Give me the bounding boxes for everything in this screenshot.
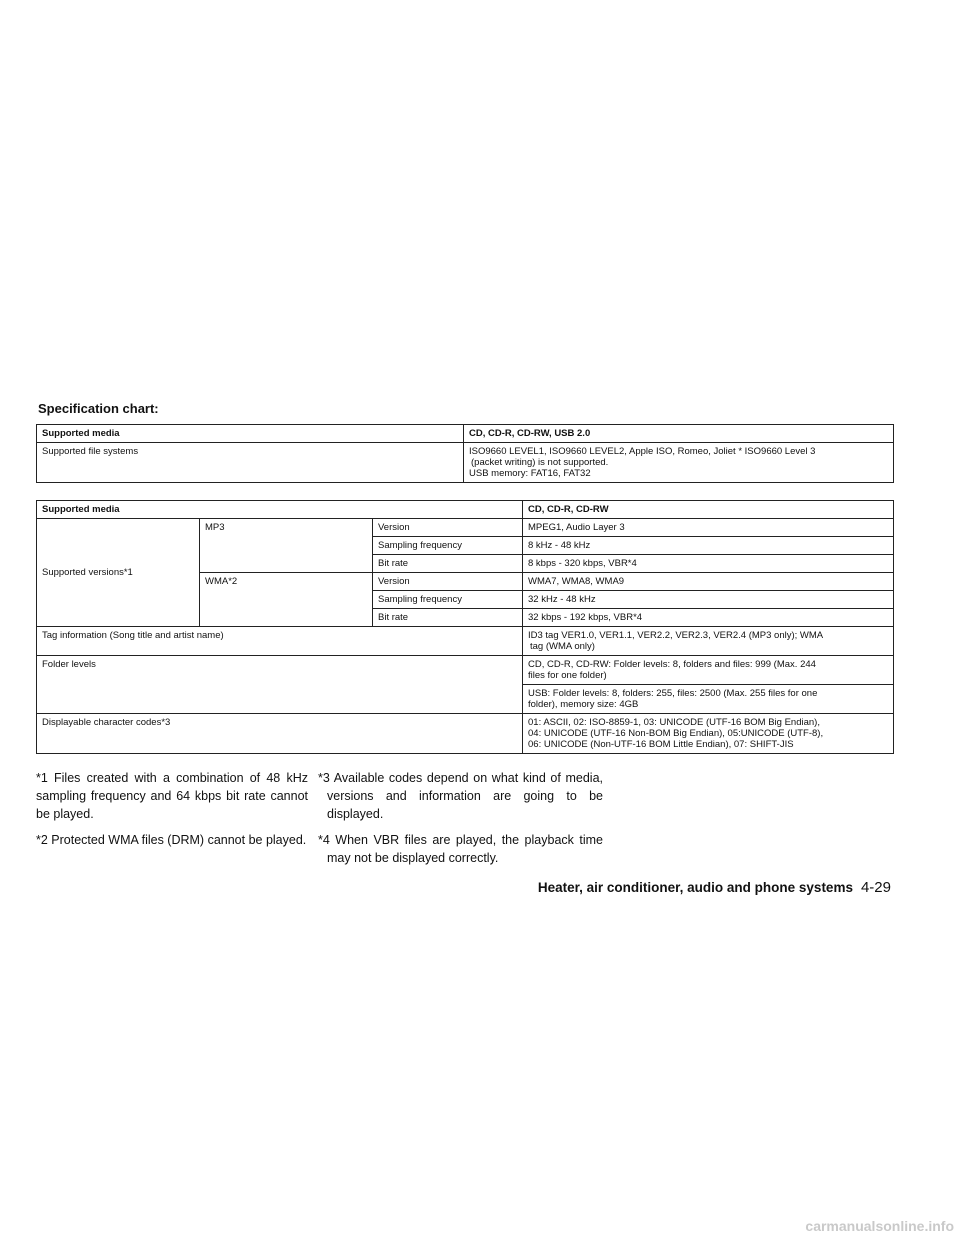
value-line: USB: Folder levels: 8, folders: 255, files: 2500 (Max. 255 files for one bbox=[528, 688, 818, 699]
row-value bbox=[523, 627, 894, 656]
table-row bbox=[37, 519, 894, 537]
row-label: Displayable character codes*3 bbox=[37, 714, 523, 754]
footnotes-left bbox=[36, 769, 308, 857]
value-line: folder), memory size: 4GB bbox=[528, 699, 639, 710]
value-line: ISO9660 LEVEL1, ISO9660 LEVEL2, Apple ISO, Romeo, Joliet * ISO9660 Level 3 bbox=[469, 446, 816, 457]
row-value: WMA7, WMA8, WMA9 bbox=[523, 573, 894, 591]
row-value: 32 kHz - 48 kHz bbox=[523, 591, 894, 609]
table-row bbox=[37, 656, 894, 685]
row-label: Version bbox=[373, 519, 523, 537]
wma-label: WMA*2 bbox=[200, 573, 373, 627]
format-spec-table bbox=[36, 500, 894, 754]
value-line: 04: UNICODE (UTF-16 Non-BOM Big Endian), 05:UNICODE (UTF-8), bbox=[528, 728, 824, 739]
value-line: ID3 tag VER1.0, VER1.1, VER2.2, VER2.3, VER2.4 (MP3 only); WMA bbox=[528, 630, 824, 641]
row-label: Tag information (Song title and artist name) bbox=[37, 627, 523, 656]
table-row bbox=[37, 425, 894, 443]
footnotes-right bbox=[318, 769, 603, 875]
footnote-1: *1 Files created with a combination of 48 kHz sampling frequency and 64 kbps bit rate cannot be played. bbox=[36, 771, 308, 821]
table-row bbox=[37, 501, 894, 519]
row-value bbox=[523, 714, 894, 754]
footnote-4: *4 When VBR files are played, the playback time may not be displayed correctly. bbox=[318, 833, 603, 865]
versions-label: Supported versions*1 bbox=[37, 519, 200, 627]
value-line: USB memory: FAT16, FAT32 bbox=[469, 468, 591, 479]
page-number: 4-29 bbox=[860, 879, 891, 896]
footnote-3: *3 Available codes depend on what kind of media, versions and information are going to be displayed. bbox=[318, 771, 603, 821]
footer-section-title: Heater, air conditioner, audio and phone systems bbox=[537, 880, 853, 895]
table-row bbox=[37, 714, 894, 754]
row-value: 8 kHz - 48 kHz bbox=[523, 537, 894, 555]
row-value bbox=[464, 443, 894, 483]
value-line: CD, CD-R, CD-RW: Folder levels: 8, folders and files: 999 (Max. 244 bbox=[528, 659, 816, 670]
row-label: Sampling frequency bbox=[373, 591, 523, 609]
value-line: (packet writing) is not supported. bbox=[471, 457, 609, 468]
row-label: Bit rate bbox=[373, 555, 523, 573]
value-line: 01: ASCII, 02: ISO-8859-1, 03: UNICODE (UTF-16 BOM Big Endian), bbox=[528, 717, 820, 728]
row-label: Supported file systems bbox=[37, 443, 464, 483]
header-cell: CD, CD-R, CD-RW bbox=[523, 501, 894, 519]
row-value: 8 kbps - 320 kbps, VBR*4 bbox=[523, 555, 894, 573]
footnote-2: *2 Protected WMA files (DRM) cannot be played. bbox=[36, 833, 307, 847]
value-line: tag (WMA only) bbox=[530, 641, 595, 652]
watermark-text: carmanualsonline.info bbox=[805, 1218, 954, 1234]
row-value bbox=[523, 685, 894, 714]
row-value: 32 kbps - 192 kbps, VBR*4 bbox=[523, 609, 894, 627]
mp3-label: MP3 bbox=[200, 519, 373, 573]
value-line: files for one folder) bbox=[528, 670, 607, 681]
row-value bbox=[523, 656, 894, 685]
table-row bbox=[37, 443, 894, 483]
file-system-table bbox=[36, 424, 894, 483]
row-label: Sampling frequency bbox=[373, 537, 523, 555]
row-value: MPEG1, Audio Layer 3 bbox=[523, 519, 894, 537]
section-heading: Specification chart: bbox=[38, 401, 159, 416]
table-row bbox=[37, 627, 894, 656]
header-cell: CD, CD-R, CD-RW, USB 2.0 bbox=[464, 425, 894, 443]
page-footer bbox=[538, 879, 891, 896]
row-label: Folder levels bbox=[37, 656, 523, 714]
header-cell: Supported media bbox=[37, 501, 523, 519]
header-cell: Supported media bbox=[37, 425, 464, 443]
value-line: 06: UNICODE (Non-UTF-16 BOM Little Endian), 07: SHIFT-JIS bbox=[528, 739, 794, 750]
row-label: Version bbox=[373, 573, 523, 591]
row-label: Bit rate bbox=[373, 609, 523, 627]
